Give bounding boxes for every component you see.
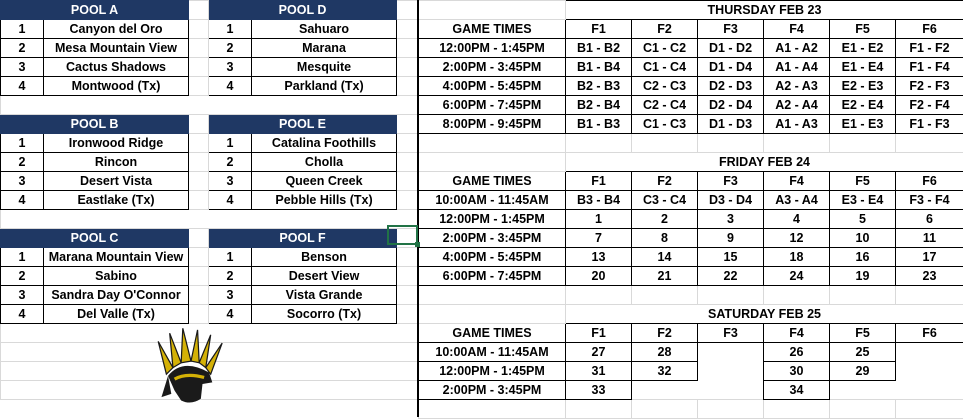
blank-cell[interactable] (189, 229, 209, 248)
blank-cell[interactable] (1, 96, 419, 115)
field-label: F6 (896, 20, 963, 39)
game-cell[interactable]: A3 - A4 (764, 191, 830, 210)
field-label: F2 (632, 172, 698, 191)
game-cell[interactable]: C3 - C4 (632, 191, 698, 210)
blank-cell[interactable] (419, 1, 566, 20)
game-cell[interactable]: F1 - F2 (896, 39, 963, 58)
game-cell[interactable]: B2 - B3 (566, 77, 632, 96)
seed-number[interactable]: 2 (209, 267, 252, 286)
game-time[interactable]: 12:00PM - 1:45PM (419, 210, 566, 229)
field-label: F1 (566, 324, 632, 343)
blank-cell[interactable] (397, 58, 419, 77)
blank-cell[interactable] (189, 39, 209, 58)
game-cell[interactable]: F1 - F4 (896, 58, 963, 77)
blank-cell[interactable] (189, 286, 209, 305)
game-cell[interactable]: 24 (764, 267, 830, 286)
game-cell[interactable]: B1 - B4 (566, 58, 632, 77)
team-name[interactable]: Marana Mountain View (44, 248, 189, 267)
game-cell[interactable]: E2 - E3 (830, 77, 896, 96)
field-label: F4 (764, 324, 830, 343)
blank-cell[interactable] (1, 210, 419, 229)
game-cell[interactable]: A2 - A4 (764, 96, 830, 115)
seed-number[interactable]: 2 (1, 153, 44, 172)
blank-cell[interactable] (397, 286, 419, 305)
blank-cell[interactable] (189, 153, 209, 172)
game-cell[interactable]: 16 (830, 248, 896, 267)
game-row (419, 77, 963, 96)
team-name[interactable]: Marana (252, 39, 397, 58)
seed-number[interactable]: 1 (1, 248, 44, 267)
game-cell[interactable]: 33 (566, 381, 632, 400)
game-time[interactable]: 4:00PM - 5:45PM (419, 248, 566, 267)
blank-cell[interactable] (397, 115, 419, 134)
seed-number[interactable]: 2 (1, 39, 44, 58)
blank-cell[interactable] (397, 267, 419, 286)
field-label: F2 (632, 20, 698, 39)
pool-team-row (1, 191, 419, 210)
blank-cell[interactable] (419, 134, 566, 153)
blank-cell[interactable] (189, 20, 209, 39)
column-divider (417, 0, 419, 417)
blank-cell[interactable] (189, 305, 209, 324)
day-title: THURSDAY FEB 23 (566, 1, 963, 20)
blank-cell[interactable] (698, 286, 764, 305)
game-cell[interactable]: D1 - D2 (698, 39, 764, 58)
blank-cell[interactable] (698, 134, 764, 153)
pool-team-row (1, 172, 419, 191)
game-row (419, 58, 963, 77)
pool-title: POOL D (209, 1, 397, 20)
pool-title: POOL C (1, 229, 189, 248)
day-header-row (419, 1, 963, 20)
blank-cell[interactable] (566, 134, 632, 153)
seed-number[interactable]: 3 (209, 172, 252, 191)
game-time[interactable]: 6:00PM - 7:45PM (419, 96, 566, 115)
pool-team-row (1, 248, 419, 267)
pool-team-row (1, 305, 419, 324)
blank-cell[interactable] (698, 400, 764, 419)
pool-team-row (1, 39, 419, 58)
seed-number[interactable]: 3 (209, 286, 252, 305)
team-name[interactable]: Mesa Mountain View (44, 39, 189, 58)
blank-cell[interactable] (632, 134, 698, 153)
game-row (419, 381, 963, 400)
team-name[interactable]: Cactus Shadows (44, 58, 189, 77)
field-label: F2 (632, 324, 698, 343)
game-cell[interactable]: B1 - B3 (566, 115, 632, 134)
blank-cell[interactable] (830, 400, 896, 419)
sheet-row (419, 134, 963, 153)
seed-number[interactable]: 4 (1, 305, 44, 324)
field-label: F6 (896, 324, 963, 343)
game-time[interactable]: 2:00PM - 3:45PM (419, 58, 566, 77)
game-cell[interactable]: 4 (764, 210, 830, 229)
game-cell[interactable]: 25 (830, 343, 896, 362)
game-cell[interactable] (896, 343, 963, 362)
blank-cell[interactable] (189, 134, 209, 153)
game-times-label: GAME TIMES (419, 324, 566, 343)
blank-cell[interactable] (896, 134, 963, 153)
blank-cell[interactable] (419, 286, 566, 305)
team-name[interactable]: Ironwood Ridge (44, 134, 189, 153)
game-time[interactable]: 8:00PM - 9:45PM (419, 115, 566, 134)
game-cell[interactable]: E3 - E4 (830, 191, 896, 210)
team-name[interactable]: Socorro (Tx) (252, 305, 397, 324)
field-label: F1 (566, 172, 632, 191)
game-cell[interactable]: C1 - C3 (632, 115, 698, 134)
game-cell[interactable]: 8 (632, 229, 698, 248)
blank-cell[interactable] (419, 305, 566, 324)
blank-cell[interactable] (764, 400, 830, 419)
game-cell[interactable]: E1 - E4 (830, 58, 896, 77)
game-cell[interactable]: 26 (764, 343, 830, 362)
day-title: FRIDAY FEB 24 (566, 153, 963, 172)
team-name[interactable]: Sandra Day O'Connor (44, 286, 189, 305)
pool-team-row (1, 153, 419, 172)
game-cell[interactable]: 21 (632, 267, 698, 286)
game-cell[interactable]: 30 (764, 362, 830, 381)
seed-number[interactable]: 1 (1, 20, 44, 39)
game-cell[interactable]: D3 - D4 (698, 191, 764, 210)
pool-team-row (1, 58, 419, 77)
pool-team-row (1, 267, 419, 286)
game-cell[interactable] (698, 362, 764, 381)
seed-number[interactable]: 4 (209, 191, 252, 210)
game-cell[interactable]: E2 - E4 (830, 96, 896, 115)
blank-cell[interactable] (189, 1, 209, 20)
pool-team-row (1, 286, 419, 305)
blank-cell[interactable] (896, 286, 963, 305)
team-name[interactable]: Benson (252, 248, 397, 267)
field-header-row (419, 172, 963, 191)
seed-number[interactable]: 4 (1, 77, 44, 96)
blank-cell[interactable] (397, 248, 419, 267)
blank-cell[interactable] (189, 58, 209, 77)
schedule-table (418, 0, 963, 419)
game-row (419, 229, 963, 248)
game-cell[interactable] (896, 381, 963, 400)
seed-number[interactable]: 2 (209, 153, 252, 172)
team-name[interactable]: Cholla (252, 153, 397, 172)
game-cell[interactable]: 17 (896, 248, 963, 267)
team-name[interactable]: Parkland (Tx) (252, 77, 397, 96)
game-cell[interactable]: F2 - F3 (896, 77, 963, 96)
game-time[interactable]: 10:00AM - 11:45AM (419, 191, 566, 210)
game-times-label: GAME TIMES (419, 172, 566, 191)
game-cell[interactable]: C2 - C4 (632, 96, 698, 115)
field-label: F3 (698, 20, 764, 39)
game-cell[interactable] (698, 343, 764, 362)
team-name[interactable]: Mesquite (252, 58, 397, 77)
team-name[interactable]: Sabino (44, 267, 189, 286)
blank-cell[interactable] (397, 39, 419, 58)
game-cell[interactable]: 12 (764, 229, 830, 248)
game-row (419, 267, 963, 286)
sheet-row (1, 96, 419, 115)
game-row (419, 248, 963, 267)
game-row (419, 362, 963, 381)
game-cell[interactable]: 9 (698, 229, 764, 248)
game-row (419, 115, 963, 134)
blank-cell[interactable] (397, 153, 419, 172)
game-cell[interactable]: 34 (764, 381, 830, 400)
game-cell[interactable]: 22 (698, 267, 764, 286)
field-label: F3 (698, 324, 764, 343)
blank-cell[interactable] (189, 77, 209, 96)
seed-number[interactable]: 4 (209, 305, 252, 324)
blank-cell[interactable] (397, 134, 419, 153)
warrior-head-logo (150, 325, 232, 407)
blank-cell[interactable] (397, 77, 419, 96)
field-label: F5 (830, 20, 896, 39)
pool-header-row (1, 1, 419, 20)
blank-cell[interactable] (189, 172, 209, 191)
game-time[interactable]: 2:00PM - 3:45PM (419, 381, 566, 400)
game-cell[interactable]: C1 - C2 (632, 39, 698, 58)
game-row (419, 210, 963, 229)
game-cell[interactable]: 31 (566, 362, 632, 381)
team-name[interactable]: Montwood (Tx) (44, 77, 189, 96)
seed-number[interactable]: 2 (1, 267, 44, 286)
game-cell[interactable]: 14 (632, 248, 698, 267)
game-cell[interactable]: F3 - F4 (896, 191, 963, 210)
field-label: F3 (698, 172, 764, 191)
seed-number[interactable]: 3 (1, 58, 44, 77)
game-cell[interactable]: C2 - C3 (632, 77, 698, 96)
fill-handle[interactable] (415, 242, 420, 247)
blank-cell[interactable] (189, 248, 209, 267)
game-time[interactable]: 12:00PM - 1:45PM (419, 362, 566, 381)
game-cell[interactable]: 28 (632, 343, 698, 362)
game-row (419, 191, 963, 210)
field-header-row (419, 20, 963, 39)
seed-number[interactable]: 1 (209, 134, 252, 153)
game-cell[interactable]: E1 - E3 (830, 115, 896, 134)
sheet-row (1, 210, 419, 229)
game-cell[interactable]: F2 - F4 (896, 96, 963, 115)
game-cell[interactable]: B2 - B4 (566, 96, 632, 115)
pool-header-row (1, 115, 419, 134)
sheet-row (419, 286, 963, 305)
day-title: SATURDAY FEB 25 (566, 305, 963, 324)
pool-header-row (1, 229, 419, 248)
blank-cell[interactable] (896, 400, 963, 419)
seed-number[interactable]: 4 (1, 191, 44, 210)
seed-number[interactable]: 4 (209, 77, 252, 96)
field-label: F1 (566, 20, 632, 39)
seed-number[interactable]: 3 (1, 286, 44, 305)
field-label: F5 (830, 324, 896, 343)
blank-cell[interactable] (397, 305, 419, 324)
game-row (419, 96, 963, 115)
blank-cell[interactable] (632, 400, 698, 419)
team-name[interactable]: Queen Creek (252, 172, 397, 191)
game-cell[interactable]: B1 - B2 (566, 39, 632, 58)
day-header-row (419, 305, 963, 324)
game-row (419, 39, 963, 58)
game-cell[interactable]: A1 - A3 (764, 115, 830, 134)
game-cell[interactable]: 20 (566, 267, 632, 286)
blank-cell[interactable] (397, 1, 419, 20)
seed-number[interactable]: 1 (209, 248, 252, 267)
game-cell[interactable]: 5 (830, 210, 896, 229)
team-name[interactable]: Desert View (252, 267, 397, 286)
game-cell[interactable]: 2 (632, 210, 698, 229)
day-header-row (419, 153, 963, 172)
game-cell[interactable]: 13 (566, 248, 632, 267)
blank-cell[interactable] (189, 267, 209, 286)
game-times-label: GAME TIMES (419, 20, 566, 39)
seed-number[interactable]: 1 (209, 20, 252, 39)
blank-cell[interactable] (566, 286, 632, 305)
team-name[interactable]: Rincon (44, 153, 189, 172)
team-name[interactable]: Del Valle (Tx) (44, 305, 189, 324)
game-cell[interactable]: 27 (566, 343, 632, 362)
blank-cell[interactable] (189, 115, 209, 134)
game-cell[interactable]: 23 (896, 267, 963, 286)
seed-number[interactable]: 3 (1, 172, 44, 191)
blank-cell[interactable] (764, 286, 830, 305)
game-cell[interactable]: 10 (830, 229, 896, 248)
blank-cell[interactable] (830, 286, 896, 305)
pool-title: POOL A (1, 1, 189, 20)
game-cell[interactable]: D2 - D3 (698, 77, 764, 96)
blank-cell[interactable] (419, 153, 566, 172)
game-cell[interactable]: D2 - D4 (698, 96, 764, 115)
field-label: F6 (896, 172, 963, 191)
game-cell[interactable]: D1 - D4 (698, 58, 764, 77)
blank-cell[interactable] (830, 134, 896, 153)
seed-number[interactable]: 1 (1, 134, 44, 153)
field-label: F4 (764, 172, 830, 191)
blank-cell[interactable] (397, 172, 419, 191)
game-cell[interactable]: 1 (566, 210, 632, 229)
team-name[interactable]: Eastlake (Tx) (44, 191, 189, 210)
game-time[interactable]: 2:00PM - 3:45PM (419, 229, 566, 248)
field-header-row (419, 324, 963, 343)
selected-cell[interactable] (387, 225, 418, 245)
team-name[interactable]: Vista Grande (252, 286, 397, 305)
game-cell[interactable]: 11 (896, 229, 963, 248)
pool-title: POOL B (1, 115, 189, 134)
game-cell[interactable] (698, 381, 764, 400)
game-cell[interactable]: 3 (698, 210, 764, 229)
blank-cell[interactable] (397, 20, 419, 39)
sheet-row (419, 400, 963, 419)
game-cell[interactable]: A2 - A3 (764, 77, 830, 96)
pool-team-row (1, 20, 419, 39)
team-name[interactable]: Sahuaro (252, 20, 397, 39)
team-name[interactable]: Desert Vista (44, 172, 189, 191)
game-cell[interactable]: C1 - C4 (632, 58, 698, 77)
game-cell[interactable] (830, 381, 896, 400)
blank-cell[interactable] (764, 134, 830, 153)
game-cell[interactable]: 29 (830, 362, 896, 381)
pool-title: POOL F (209, 229, 397, 248)
blank-cell[interactable] (419, 400, 566, 419)
game-cell[interactable]: A1 - A2 (764, 39, 830, 58)
pool-team-row (1, 77, 419, 96)
seed-number[interactable]: 2 (209, 39, 252, 58)
game-cell[interactable] (632, 381, 698, 400)
team-name[interactable]: Catalina Foothills (252, 134, 397, 153)
game-cell[interactable]: F1 - F3 (896, 115, 963, 134)
blank-cell[interactable] (397, 191, 419, 210)
field-label: F5 (830, 172, 896, 191)
game-cell[interactable]: D1 - D3 (698, 115, 764, 134)
game-cell[interactable]: 18 (764, 248, 830, 267)
pool-title: POOL E (209, 115, 397, 134)
blank-cell[interactable] (566, 400, 632, 419)
blank-cell[interactable] (632, 286, 698, 305)
blank-cell[interactable] (189, 191, 209, 210)
game-cell[interactable]: 7 (566, 229, 632, 248)
game-time[interactable]: 4:00PM - 5:45PM (419, 77, 566, 96)
game-time[interactable]: 6:00PM - 7:45PM (419, 267, 566, 286)
game-time[interactable]: 10:00AM - 11:45AM (419, 343, 566, 362)
game-cell[interactable]: A1 - A4 (764, 58, 830, 77)
game-cell[interactable]: E1 - E2 (830, 39, 896, 58)
game-time[interactable]: 12:00PM - 1:45PM (419, 39, 566, 58)
field-label: F4 (764, 20, 830, 39)
game-cell[interactable]: B3 - B4 (566, 191, 632, 210)
seed-number[interactable]: 3 (209, 58, 252, 77)
team-name[interactable]: Canyon del Oro (44, 20, 189, 39)
pool-team-row (1, 134, 419, 153)
team-name[interactable]: Pebble Hills (Tx) (252, 191, 397, 210)
game-cell[interactable] (896, 362, 963, 381)
game-row (419, 343, 963, 362)
game-cell[interactable]: 15 (698, 248, 764, 267)
game-cell[interactable]: 19 (830, 267, 896, 286)
game-cell[interactable]: 32 (632, 362, 698, 381)
game-cell[interactable]: 6 (896, 210, 963, 229)
